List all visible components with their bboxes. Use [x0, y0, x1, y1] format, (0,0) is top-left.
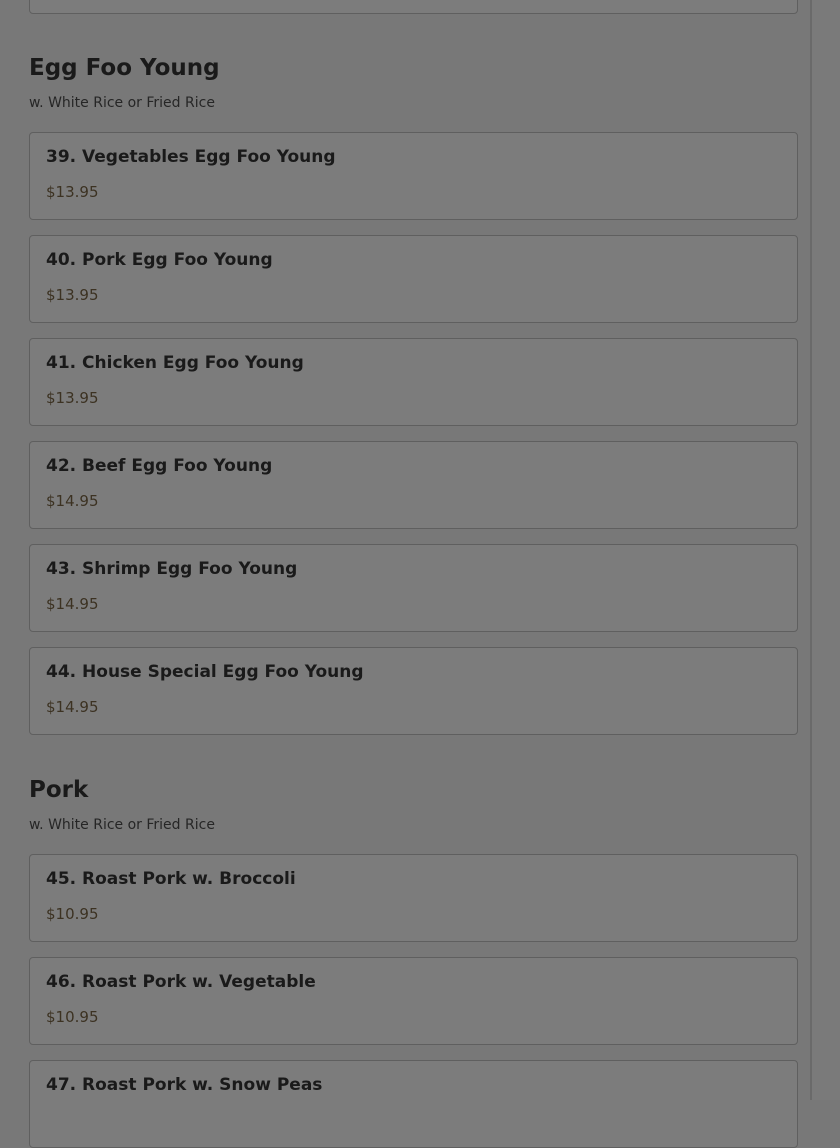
menu-item-card[interactable]: [29, 854, 798, 942]
menu-item-price: $13.95: [46, 183, 99, 201]
menu-item-card-partial[interactable]: [29, 0, 798, 14]
menu-item-name: 41. Chicken Egg Foo Young: [46, 353, 304, 373]
menu-item-name: 46. Roast Pork w. Vegetable: [46, 972, 316, 992]
menu-item-name: 43. Shrimp Egg Foo Young: [46, 559, 298, 579]
side-gutter: [812, 0, 840, 1100]
menu-item-name: 44. House Special Egg Foo Young: [46, 662, 364, 682]
section-subtitle-egg-foo-young: w. White Rice or Fried Rice: [29, 95, 215, 111]
section-title-pork: Pork: [29, 777, 89, 803]
menu-item-name: 45. Roast Pork w. Broccoli: [46, 869, 296, 889]
menu-item-name: 42. Beef Egg Foo Young: [46, 456, 273, 476]
menu-item-price: $13.95: [46, 389, 99, 407]
menu-item-card[interactable]: [29, 441, 798, 529]
menu-item-name: 40. Pork Egg Foo Young: [46, 250, 273, 270]
menu-item-name: 39. Vegetables Egg Foo Young: [46, 147, 336, 167]
menu-item-card[interactable]: [29, 957, 798, 1045]
menu-item-price: $10.95: [46, 1008, 99, 1026]
menu-item-card[interactable]: [29, 235, 798, 323]
menu-item-price: $14.95: [46, 492, 99, 510]
section-title-egg-foo-young: Egg Foo Young: [29, 55, 220, 81]
menu-item-card[interactable]: [29, 1060, 798, 1148]
menu-item-price: $14.95: [46, 698, 99, 716]
menu-item-name: 47. Roast Pork w. Snow Peas: [46, 1075, 323, 1095]
menu-item-price: $13.95: [46, 286, 99, 304]
menu-item-card[interactable]: [29, 338, 798, 426]
menu-item-price: $14.95: [46, 595, 99, 613]
section-subtitle-pork: w. White Rice or Fried Rice: [29, 817, 215, 833]
menu-item-card[interactable]: [29, 544, 798, 632]
menu-item-price: $10.95: [46, 905, 99, 923]
menu-item-card[interactable]: [29, 647, 798, 735]
menu-item-card[interactable]: [29, 132, 798, 220]
